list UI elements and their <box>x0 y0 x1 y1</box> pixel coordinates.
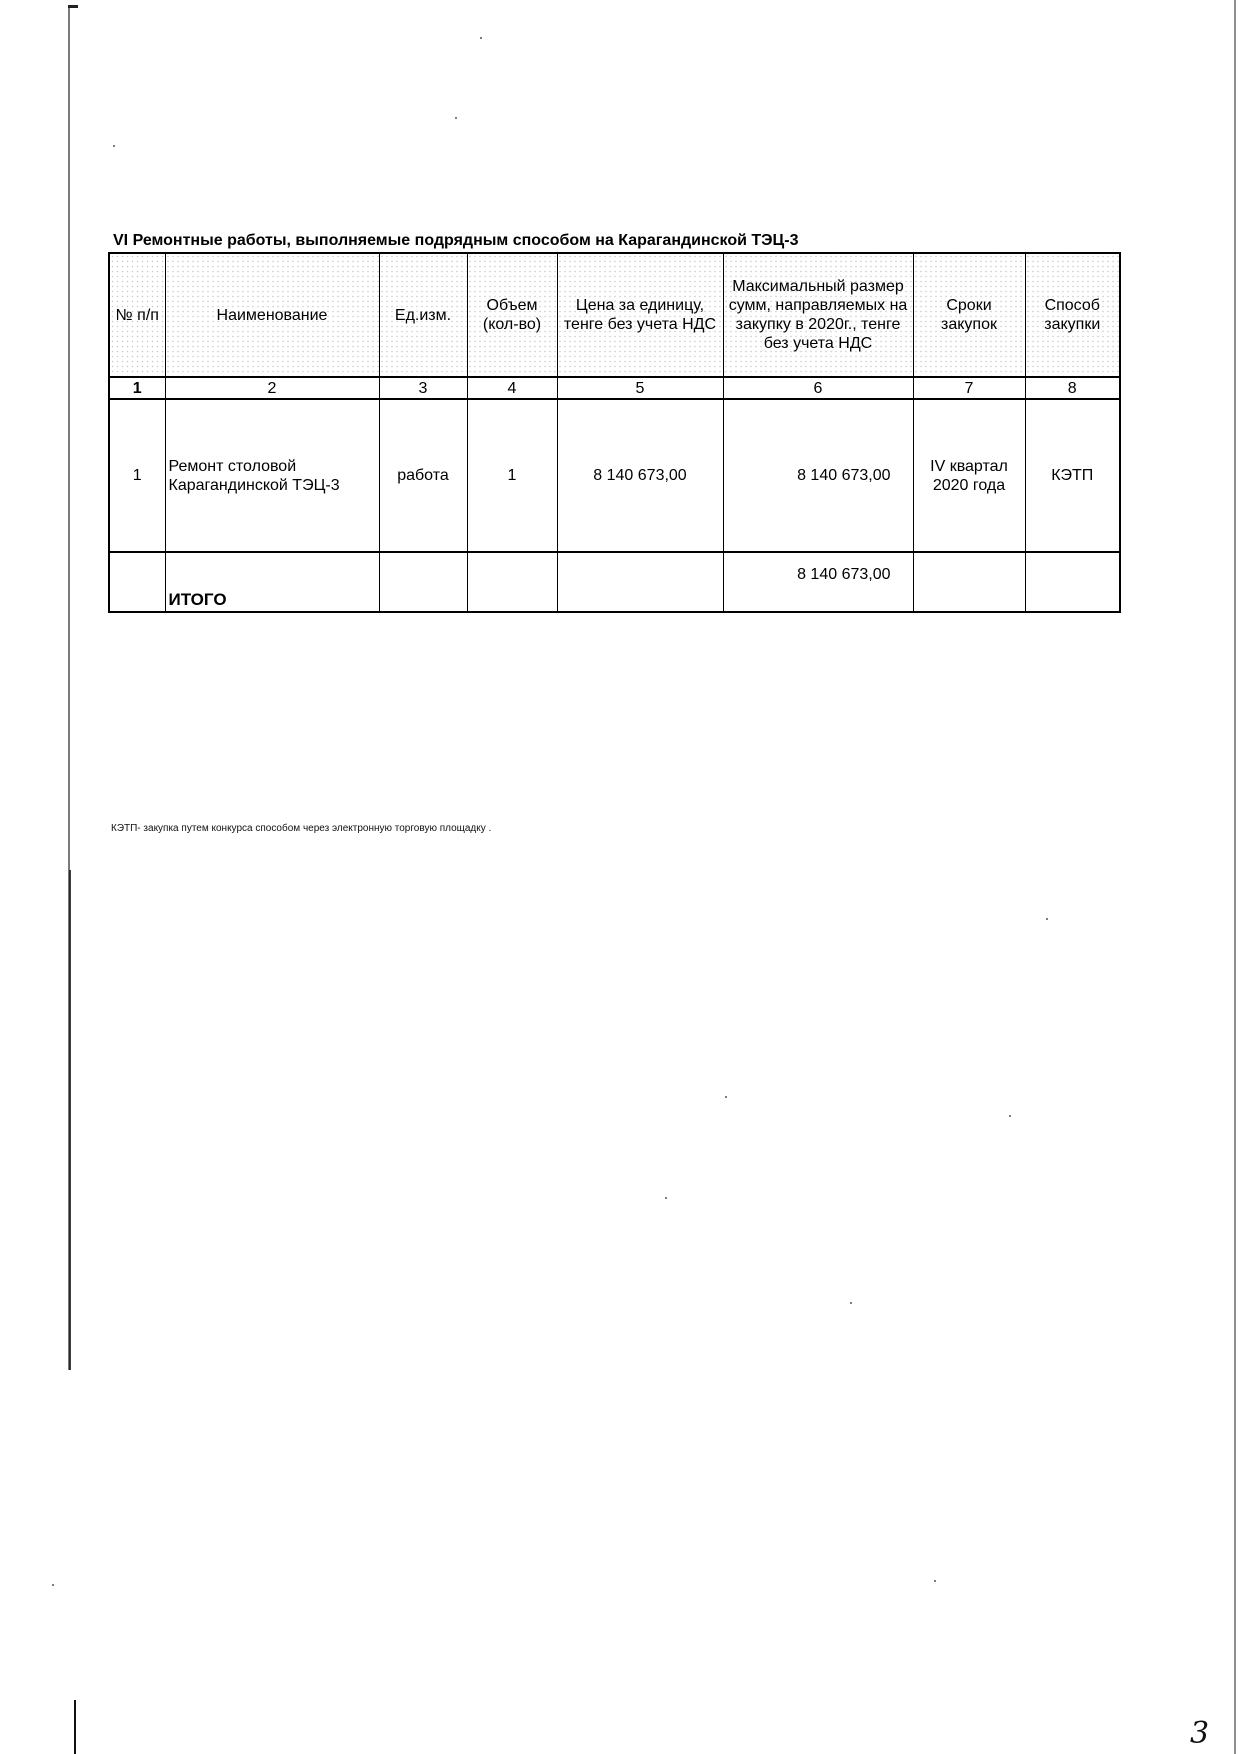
header-cell-number: № п/п <box>109 253 165 377</box>
row-unit-price: 8 140 673,00 <box>557 399 723 552</box>
scan-speck <box>665 1197 667 1199</box>
scan-speck <box>1009 1115 1011 1117</box>
column-number: 1 <box>109 377 165 399</box>
scan-speck <box>480 37 482 39</box>
scan-speck <box>52 1584 54 1586</box>
column-number: 6 <box>723 377 913 399</box>
scan-edge-mark <box>69 870 71 1370</box>
header-cell-unit: Ед.изм. <box>379 253 467 377</box>
header-cell-method: Способ закупки <box>1025 253 1120 377</box>
header-cell-unit-price: Цена за единицу, тенге без учета НДС <box>557 253 723 377</box>
scan-speck <box>725 1096 727 1098</box>
total-empty-cell <box>913 552 1025 612</box>
procurement-table <box>108 252 1121 613</box>
scan-speck <box>455 117 457 119</box>
table-row <box>109 399 1120 552</box>
scan-speck <box>113 145 115 147</box>
row-term: IV квартал 2020 года <box>913 399 1025 552</box>
section-title: VI Ремонтные работы, выполняемые подрядным способом на Карагандинской ТЭЦ-3 <box>113 232 799 249</box>
column-number: 3 <box>379 377 467 399</box>
row-unit: работа <box>379 399 467 552</box>
total-empty-cell <box>1025 552 1120 612</box>
page-number: 3 <box>1190 1716 1210 1751</box>
total-amount: 8 140 673,00 <box>723 552 913 612</box>
total-empty-cell <box>467 552 557 612</box>
column-number: 2 <box>165 377 379 399</box>
header-cell-term: Сроки закупок <box>913 253 1025 377</box>
total-empty-cell <box>379 552 467 612</box>
column-number: 4 <box>467 377 557 399</box>
total-empty-cell <box>557 552 723 612</box>
header-cell-max-amount: Максимальный размер сумм, направляемых на закупку в 2020г., тенге без учета НДС <box>723 253 913 377</box>
column-number: 7 <box>913 377 1025 399</box>
scan-speck <box>850 1302 852 1304</box>
row-quantity: 1 <box>467 399 557 552</box>
table-header-row <box>109 253 1120 377</box>
total-empty-cell <box>109 552 165 612</box>
scan-speck <box>1046 918 1048 920</box>
header-cell-name: Наименование <box>165 253 379 377</box>
column-number: 8 <box>1025 377 1120 399</box>
column-number: 5 <box>557 377 723 399</box>
scan-speck <box>934 1580 936 1582</box>
total-label: ИТОГО <box>165 552 379 612</box>
header-cell-quantity: Объем (кол-во) <box>467 253 557 377</box>
row-number: 1 <box>109 399 165 552</box>
row-max-amount: 8 140 673,00 <box>723 399 913 552</box>
row-method: КЭТП <box>1025 399 1120 552</box>
total-row <box>109 552 1120 612</box>
row-name: Ремонт столовой Карагандинской ТЭЦ-3 <box>165 399 379 552</box>
scan-edge-mark <box>1234 0 1236 1754</box>
footnote: КЭТП- закупка путем конкурса способом через электронную торговую площадку . <box>111 823 492 834</box>
scan-edge-mark <box>74 1700 76 1754</box>
column-number-row <box>109 377 1120 399</box>
